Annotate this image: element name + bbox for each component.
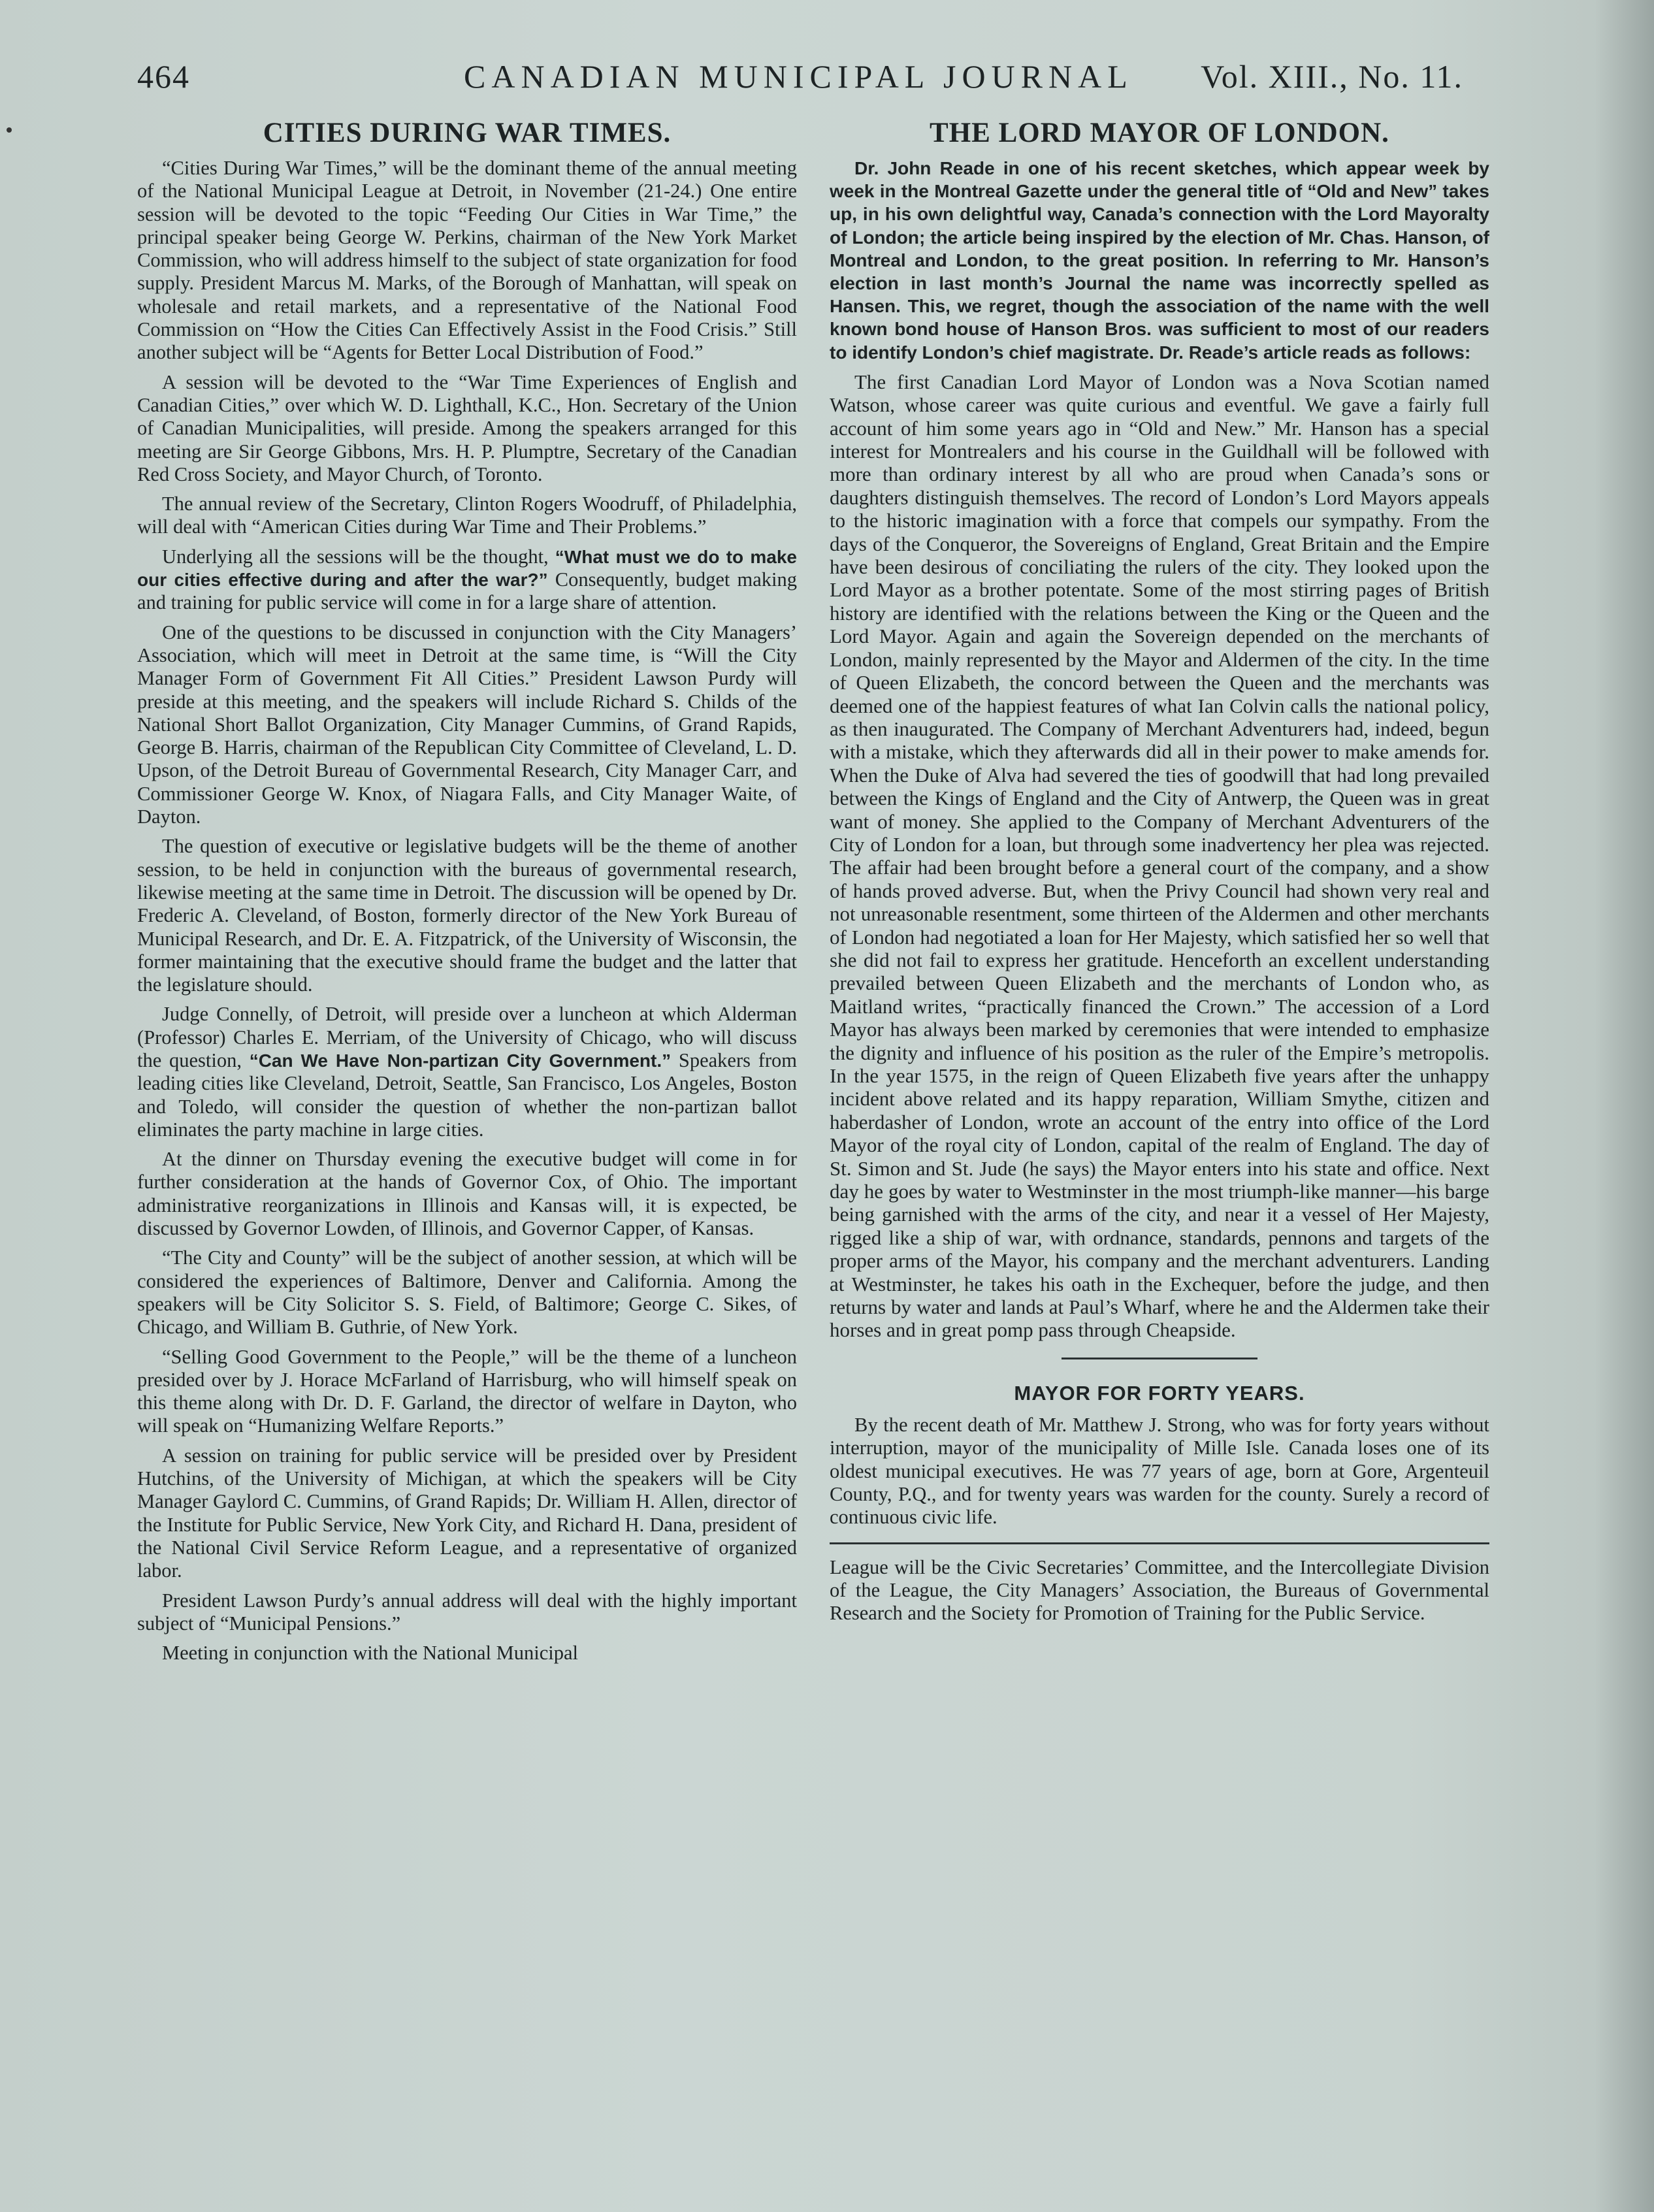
paragraph: The question of executive or legislative budgets will be the theme of another session, to be held in conjunction with the bureaus of governmental research, likewise meeting at the same time in Detroit. The discussion will be opened by Dr. Frederic A. Cleveland, of Boston, formerly director of the New York Bureau of Municipal Research, and Dr. E. A. Fitzpatrick, of the University of Wisconsin, the former maintaining that the executive should frame the budget and the latter that the legislature should. [137, 835, 797, 996]
text-run: Underlying all the sessions will be the thought, [162, 545, 555, 568]
article-headline-mayor-forty-years: MAYOR FOR FORTY YEARS. [1014, 1381, 1305, 1405]
editorial-intro: Dr. John Reade in one of his recent sketches, which appear week by week in the Montreal Gazette under the general title of “Old and New” takes up, in his own delightful way, Canada’s connection with the Lord Mayoralty of London; the article being inspired by the election of Mr. Chas. Hanson, of Montreal and London, to the great position. In referring to Mr. Hanson’s election in last month’s Journal the name was incorrectly spelled as Hansen. This, we regret, though the association of the name with the well known bond house of Hanson Bros. was sufficient to most of our readers to identify London’s chief magistrate. Dr. Reade’s article reads as follows: [830, 158, 1489, 363]
paragraph: “The City and County” will be the subject of another session, at which will be considered the experiences of Baltimore, Denver and California. Among the speakers will be City Solicitor S. S. Field, of Baltimore; George C. Sikes, of Chicago, and William B. Guthrie, of New York. [137, 1246, 797, 1339]
ink-blot [7, 127, 12, 133]
paragraph: At the dinner on Thursday evening the executive budget will come in for further consideration at the hands of Governor Cox, of Ohio. The important administrative reorganizations in Illinois and Kansas will, it is expected, be discussed by Governor Lowden, of Illinois, and Governor Capper, of Kansas. [137, 1148, 797, 1240]
paragraph: One of the questions to be discussed in conjunction with the City Managers’ Association, which will meet in Detroit at the same time, is “Will the City Manager Form of Government Fit All Cities.” President Lawson Purdy will preside at this meeting, and the speakers will include Richard S. Childs of the National Short Ballot Organization, City Manager Cummins, of Grand Rapids, George B. Harris, chairman of the Republican City Committee of Cleveland, L. D. Upson, of the Detroit Bureau of Governmental Research, City Manager Carr, and Commissioner George W. Knox, of Niagara Falls, and City Manager Waite, of Dayton. [137, 621, 797, 828]
text-run: Speakers from leading cities like Cleveland, Detroit, Seattle, San Francisco, Los Angeles, Boston and Toledo, will consider the question of whether the non-partizan ballot eliminates the party machine in large cities. [137, 1049, 797, 1141]
volume-issue: Vol. XIII., No. 11. [1201, 58, 1463, 95]
paragraph [137, 1003, 797, 1141]
paragraph: The annual review of the Secretary, Clinton Rogers Woodruff, of Philadelphia, will deal with “American Cities during War Time and Their Problems.” [137, 493, 797, 538]
journal-title: CANADIAN MUNICIPAL JOURNAL [464, 58, 1133, 95]
section-divider [1062, 1358, 1257, 1359]
bold-question: “What must we do to make our cities effective during and after the war?” [137, 546, 797, 591]
paragraph: Meeting in conjunction with the National Municipal [162, 1642, 578, 1665]
article-headline-lord-mayor: THE LORD MAYOR OF LONDON. [930, 118, 1389, 148]
right-column [830, 116, 1489, 1632]
binding-shadow [1595, 0, 1654, 2212]
bold-question: “Can We Have Non-partizan City Government.” [249, 1050, 672, 1071]
paragraph: President Lawson Purdy’s annual address will deal with the highly important subject of “Municipal Pensions.” [137, 1589, 797, 1635]
left-column [137, 116, 797, 1671]
article-headline-cities: CITIES DURING WAR TIMES. [263, 118, 672, 148]
paragraph: “Cities During War Times,” will be the dominant theme of the annual meeting of the National Municipal League at Detroit, in November (21-24.) One entire session will be devoted to the topic “Feeding Our Cities in War Time,” the principal speaker being George W. Perkins, chairman of the New York Market Commission, who will address himself to the subject of state organization for food supply. President Marcus M. Marks, of the Borough of Manhattan, will speak on wholesale and retail markets, and a representative of the National Food Commission on “How the Cities Can Effectively Assist in the Food Crisis.” Still another subject will be “Agents for Better Local Distribution of Food.” [137, 157, 797, 364]
continuation-divider [830, 1542, 1489, 1544]
text-run: Consequently, budget making and training for public service will come in for a large share of attention. [137, 568, 797, 614]
paragraph: The first Canadian Lord Mayor of London was a Nova Scotian named Watson, whose career was quite curious and eventful. We gave a fairly full account of him some years ago in “Old and New.” Mr. Hanson has a special interest for Montrealers and his course in the Guildhall will be followed with more than ordinary interest by all who are proud when Canada’s sons or daughters distinguish themselves. The record of London’s Lord Mayors appeals to the historic imagination with a force that compels our sympathy. From the days of the Conqueror, the Sovereigns of England, Great Britain and the Empire have been desirous of conciliating the rulers of the city. They looked upon the Lord Mayor as a brother potentate. Some of the most stirring pages of British history are identified with the relations between the King or the Queen and the Lord Mayor. Again and again the Sovereign depended on the merchants of London, mainly represented by the Mayor and Aldermen of the city. In the time of Queen Elizabeth, the concord between the Queen and the merchants was deemed one of the happiest features of what Ian Colvin calls the national policy, as then inaugurated. The Company of Merchant Adventurers had, indeed, begun with a mistake, which they afterwards did all in their power to make amends for. When the Duke of Alva had severed the ties of goodwill that had long prevailed between the Kings of England and the City of Antwerp, the Queen was in great want of money. She applied to the Company of Merchant Adventurers of the City of London for a loan, but through some inadvertency her plea was rejected. The affair had been brought before a general court of the company, and a show of hands proved adverse. But, when the Privy Council had shown very real and not unreasonable resentment, some thirteen of the Aldermen and other merchants of London had negotiated a loan for Her Majesty, which satisfied her so well that she did not fail to express her gratitude. Henceforth an excellent understanding prevailed between Queen Elizabeth and the merchants of London who, as Maitland writes, “practically financed the Crown.” The accession of a Lord Mayor has always been marked by ceremonies that were intended to emphasize the dignity and influence of his position as the ruler of the Empire’s metropolis. In the year 1575, in the reign of Queen Elizabeth five years after the unhappy incident above related and its happy reparation, William Smythe, citizen and haberdasher of London, wrote an account of the entry into office of the Lord Mayor of the royal city of London, capital of the realm of England. The day of St. Simon and St. Jude (he says) the Mayor enters into his state and office. Next day he goes by water to Westminster in the most triumph-like manner—his barge being garnished with the arms of the city, and near it a vessel of Her Majesty, rigged like a ship of war, with ordnance, standards, pennons and targets of the proper arms of the Mayor, his company and the merchant adventurers. Landing at Westminster, he takes his oath in the Exchequer, before the judge, and then returns by water and lands at Paul’s Wharf, where he and the Aldermen take their horses and in great pomp pass through Cheapside. [830, 370, 1489, 1342]
paragraph: “Selling Good Government to the People,” will be the theme of a luncheon presided over by J. Horace McFarland of Harrisburg, who will himself speak on this theme along with Dr. D. F. Garland, the director of welfare in Dayton, who will speak on “Humanizing Welfare Reports.” [137, 1345, 797, 1437]
paragraph: By the recent death of Mr. Matthew J. Strong, who was for forty years without interruption, mayor of the municipality of Mille Isle. Canada loses one of its oldest municipal executives. He was 77 years of age, born at Gore, Argenteuil County, P.Q., and for twenty years was warden for the county. Surely a record of continuous civic life. [830, 1414, 1489, 1529]
page-number: 464 [137, 58, 190, 95]
paragraph [137, 545, 797, 615]
continued-paragraph: League will be the Civic Secretaries’ Committee, and the Intercollegiate Division of the League, the City Managers’ Association, the Bureaus of Governmental Research and the Society for Promotion of Training for the Public Service. [830, 1555, 1489, 1625]
paragraph: A session on training for public service will be presided over by President Hutchins, of the University of Michigan, at which the speakers will be City Manager Gaylord C. Cummins, of Grand Rapids; Dr. William H. Allen, director of the Institute for Public Service, New York City, and Richard H. Dana, president of the National Civil Service Reform League, and a representative of organized labor. [137, 1444, 797, 1582]
running-head [137, 57, 1463, 103]
text-run: Judge Connelly, of Detroit, will preside over a luncheon at which Alderman (Professor) Charles E. Merriam, of the University of Chicago, who will discuss the question, [137, 1003, 797, 1071]
paragraph: A session will be devoted to the “War Time Experiences of English and Canadian Cities,” over which W. D. Lighthall, K.C., Hon. Secretary of the Union of Canadian Municipalities, will preside. Among the speakers arranged for this meeting are Sir George Gibbons, Mrs. H. P. Plumptre, Secretary of the Canadian Red Cross Society, and Mayor Church, of Toronto. [137, 370, 797, 485]
